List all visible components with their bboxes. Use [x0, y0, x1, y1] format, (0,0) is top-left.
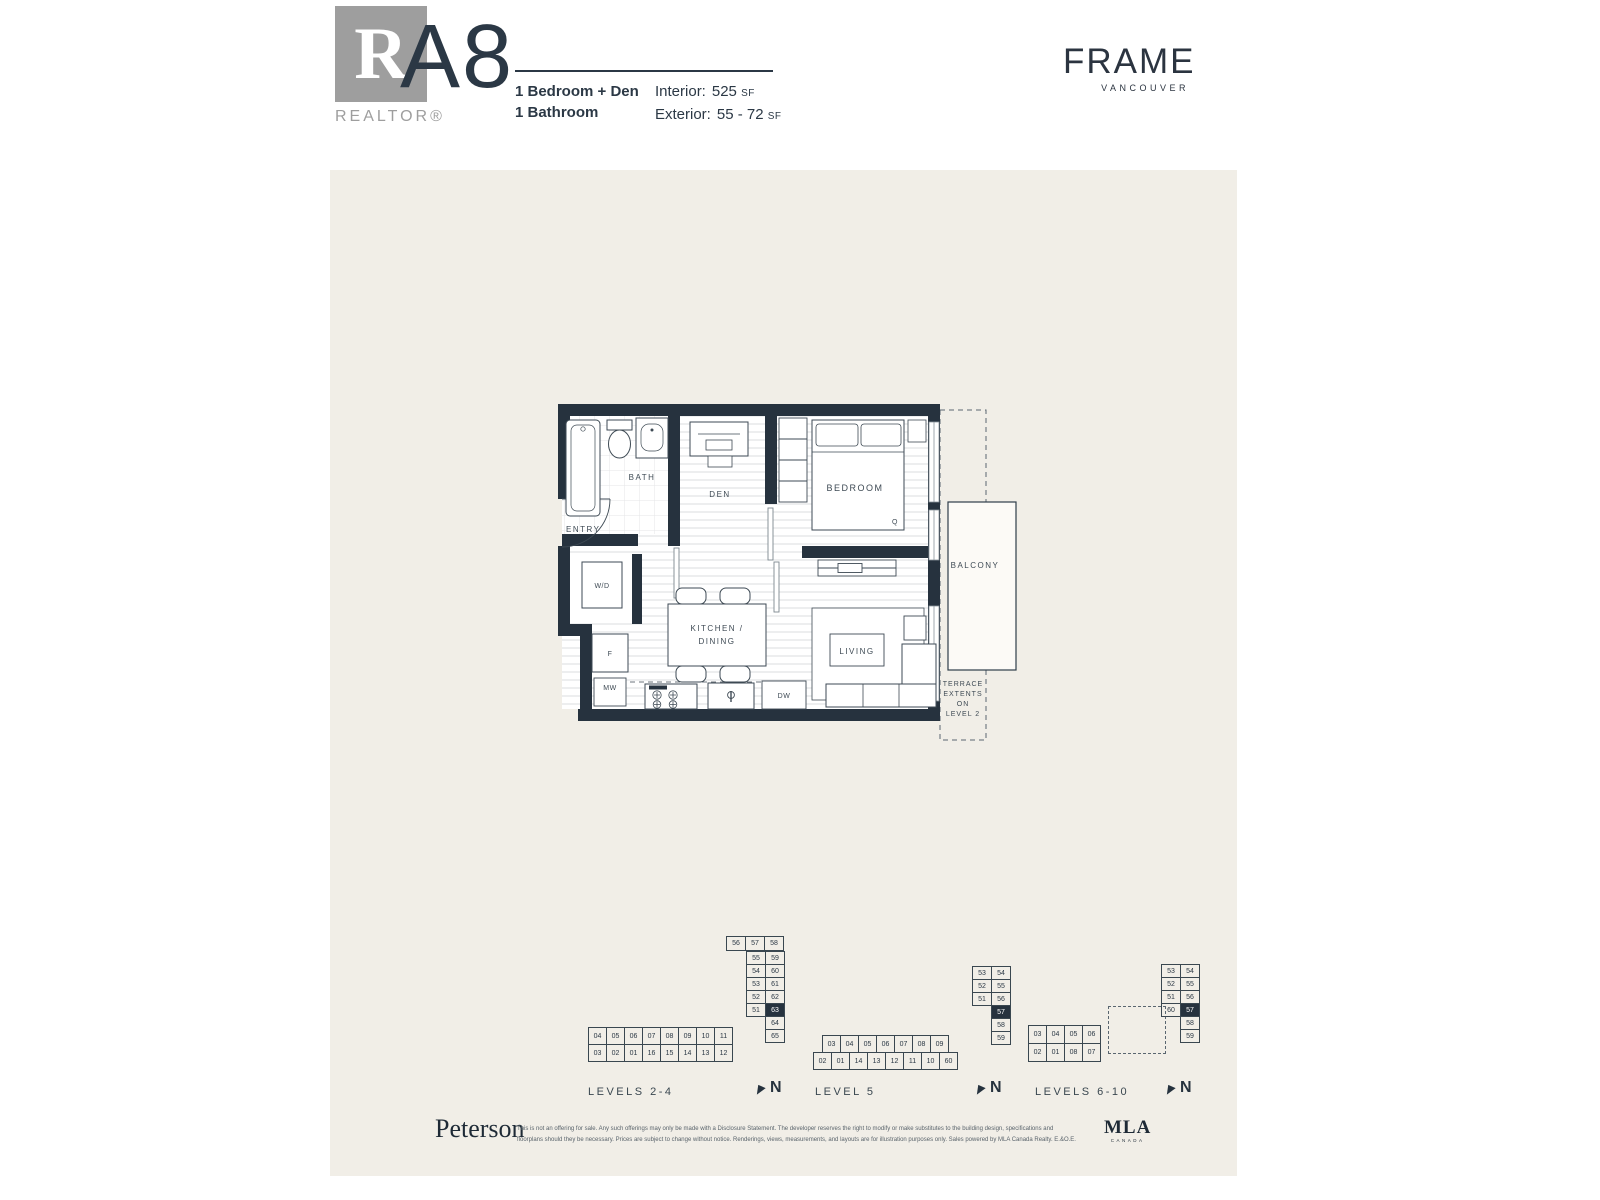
realtor-logo-word: REALTOR® — [335, 108, 445, 125]
keyplan-unit: 54 — [991, 966, 1011, 980]
keyplan-label-levels-6-10: LEVELS 6-10 — [1035, 1086, 1130, 1098]
svg-text:LEVEL 2: LEVEL 2 — [945, 711, 981, 718]
keyplan-unit: 04 — [840, 1035, 859, 1053]
keyplan-unit: 08 — [660, 1027, 679, 1045]
keyplan-unit: 52 — [972, 979, 992, 993]
keyplan-unit: 06 — [876, 1035, 895, 1053]
keyplan-unit: 11 — [903, 1052, 922, 1070]
keyplan-unit: 15 — [660, 1044, 679, 1062]
header-divider — [515, 70, 773, 72]
keyplan-unit: 60 — [765, 964, 785, 978]
keyplan-unit: 02 — [1028, 1043, 1047, 1062]
keyplan-unit: 05 — [606, 1027, 625, 1045]
terrace-note — [943, 681, 983, 718]
keyplan-left-block — [1028, 1025, 1101, 1062]
keyplan-unit: 05 — [858, 1035, 877, 1053]
den-label: DEN — [709, 490, 731, 499]
keyplan-unit: 52 — [1161, 977, 1181, 991]
bathtub — [566, 420, 600, 516]
disclaimer-text — [517, 1124, 1095, 1146]
exterior-spec: Exterior: 55 - 72 SF — [655, 106, 782, 123]
bathroom-spec: 1 Bathroom — [515, 104, 599, 121]
microwave — [594, 678, 626, 706]
fridge-label: F — [607, 651, 613, 658]
keyplan-unit: 08 — [1064, 1043, 1083, 1062]
north-arrow-icon — [975, 1083, 988, 1096]
balcony — [948, 502, 1016, 670]
keyplan-levels-6-10 — [1028, 964, 1200, 1076]
keyplan-unit: 51 — [1161, 990, 1181, 1004]
living-label: LIVING — [839, 647, 875, 656]
keyplan-unit: 03 — [1028, 1025, 1047, 1044]
keyplan-unit: 01 — [1046, 1043, 1065, 1062]
keyplan-unit-highlighted: 57 — [1180, 1003, 1200, 1017]
realtor-logo-letter: R — [354, 13, 408, 95]
keyplan-unit: 56 — [726, 936, 746, 951]
keyplan-unit: 13 — [696, 1044, 715, 1062]
bed-size-label: Q — [892, 519, 898, 526]
keyplan-unit: 12 — [885, 1052, 904, 1070]
kitchen-sink — [708, 683, 754, 709]
keyplan-unit: 14 — [678, 1044, 697, 1062]
keyplan-dashed-connector — [1108, 1006, 1166, 1054]
disclaimer-line-2: floorplans should they be necessary. Prices are subject to change without notice. Renderings, views, measurements, and layouts are for illustration purposes only. Sales powered by MLA Canada Realty. E.&O.E. — [517, 1137, 1076, 1143]
bedroom-spec: 1 Bedroom + Den — [515, 83, 639, 100]
keyplan-unit: 02 — [606, 1044, 625, 1062]
keyplan-unit: 56 — [991, 992, 1011, 1006]
keyplan-unit: 59 — [765, 951, 785, 965]
wd-label: W/D — [594, 583, 610, 590]
unit-number: A8 — [400, 7, 515, 107]
stove — [645, 684, 697, 709]
north-arrow-icon — [755, 1083, 768, 1096]
keyplan-unit: 01 — [831, 1052, 850, 1070]
frame-logo-city: VANCOUVER — [1101, 83, 1189, 93]
keyplan-unit: 07 — [642, 1027, 661, 1045]
keyplan-unit: 55 — [1180, 977, 1200, 991]
bedroom-closet — [779, 418, 807, 502]
interior-spec: Interior: 525 SF — [655, 83, 755, 100]
keyplan-unit: 53 — [746, 977, 766, 991]
keyplan-horizontal-wing — [813, 1035, 958, 1070]
keyplan-unit: 58 — [991, 1018, 1011, 1032]
keyplan-unit: 02 — [813, 1052, 832, 1070]
dishwasher-label: DW — [777, 693, 791, 700]
floor-plan — [550, 396, 1025, 751]
kitchen-label-line2: DINING — [698, 637, 736, 646]
entry-label: ENTRY — [566, 525, 601, 534]
kitchen-island — [668, 604, 766, 666]
north-arrow: N — [1165, 1080, 1192, 1096]
keyplan-unit: 54 — [1180, 964, 1200, 978]
keyplan-unit: 08 — [912, 1035, 931, 1053]
keyplan-unit: 53 — [972, 966, 992, 980]
keyplan-unit-highlighted: 63 — [765, 1003, 785, 1017]
north-arrow: N — [975, 1080, 1002, 1096]
keyplan-unit: 03 — [588, 1044, 607, 1062]
unit-specs-area — [655, 81, 782, 127]
bedroom-label: BEDROOM — [826, 483, 884, 493]
keyplan-unit: 58 — [1180, 1016, 1200, 1030]
peterson-logo: Peterson — [435, 1114, 525, 1143]
keyplan-unit: 06 — [624, 1027, 643, 1045]
unit-specs-rooms — [515, 81, 639, 123]
keyplan-unit: 11 — [714, 1027, 733, 1045]
north-arrow: N — [755, 1080, 782, 1096]
keyplan-unit: 56 — [1180, 990, 1200, 1004]
keyplan-unit: 09 — [930, 1035, 949, 1053]
keyplan-unit: 07 — [894, 1035, 913, 1053]
keyplan-vertical-wing — [726, 936, 785, 1043]
keyplan-unit: 55 — [991, 979, 1011, 993]
mla-logo-subtext: CANADA — [1110, 1138, 1145, 1143]
keyplan-unit: 13 — [867, 1052, 886, 1070]
keyplan-unit: 16 — [642, 1044, 661, 1062]
keyplan-unit: 01 — [624, 1044, 643, 1062]
keyplan-unit-highlighted: 57 — [991, 1005, 1011, 1019]
keyplan-unit: 59 — [991, 1031, 1011, 1045]
keyplan-unit: 64 — [765, 1016, 785, 1030]
tv-console — [818, 560, 896, 576]
keyplan-unit: 60 — [1161, 1003, 1181, 1017]
keyplan-unit: 55 — [746, 951, 766, 965]
keyplan-unit: 54 — [746, 964, 766, 978]
frame-logo — [1063, 42, 1196, 93]
keyplan-unit: 04 — [1046, 1025, 1065, 1044]
svg-text:TERRACE: TERRACE — [942, 681, 984, 688]
keyplan-unit: 62 — [765, 990, 785, 1004]
keyplan-unit: 06 — [1082, 1025, 1101, 1044]
bath-label: BATH — [628, 473, 656, 482]
keyplan-unit: 51 — [746, 1003, 766, 1017]
keyplan-unit: 12 — [714, 1044, 733, 1062]
mla-logo-name: MLA — [1104, 1117, 1152, 1138]
frame-logo-name: FRAME — [1063, 42, 1196, 81]
keyplan-unit: 09 — [678, 1027, 697, 1045]
keyplan-label-level-5: LEVEL 5 — [815, 1086, 876, 1098]
mla-logo — [1104, 1118, 1151, 1143]
keyplan-unit: 03 — [822, 1035, 841, 1053]
disclaimer-line-1: This is not an offering for sale. Any such offerings may only be made with a Disclosure Statement. The developer reserves the right to modify or make substitutes to the building design, specifications and — [517, 1126, 1054, 1132]
svg-text:ON: ON — [956, 701, 970, 708]
keyplan-unit: 59 — [1180, 1029, 1200, 1043]
living-label-box — [830, 634, 884, 666]
north-arrow-icon — [1165, 1083, 1178, 1096]
keyplan-label-levels-2-4: LEVELS 2-4 — [588, 1086, 674, 1098]
svg-text:EXTENTS: EXTENTS — [943, 691, 983, 698]
keyplan-unit: 52 — [746, 990, 766, 1004]
keyplan-level-5 — [813, 966, 1011, 1078]
keyplan-unit: 57 — [745, 936, 765, 951]
keyplan-horizontal-wing — [588, 1027, 733, 1062]
keyplan-unit: 10 — [921, 1052, 940, 1070]
keyplan-unit: 14 — [849, 1052, 868, 1070]
keyplan-unit: 53 — [1161, 964, 1181, 978]
keyplan-unit: 65 — [765, 1029, 785, 1043]
bath-sink — [636, 418, 668, 458]
keyplan-unit: 51 — [972, 992, 992, 1006]
keyplan-levels-2-4 — [588, 936, 793, 1078]
microwave-label: MW — [603, 685, 617, 692]
keyplan-unit: 58 — [764, 936, 784, 951]
keyplan-unit: 04 — [588, 1027, 607, 1045]
keyplan-vertical-wing — [972, 966, 1011, 1045]
keyplan-unit: 05 — [1064, 1025, 1083, 1044]
kitchen-label-line1: KITCHEN / — [690, 624, 744, 633]
side-table — [904, 616, 926, 640]
keyplan-unit: 07 — [1082, 1043, 1101, 1062]
keyplan-unit: 60 — [939, 1052, 958, 1070]
toilet — [607, 420, 632, 458]
keyplan-unit: 10 — [696, 1027, 715, 1045]
keyplan-right-block — [1161, 964, 1200, 1043]
balcony-label: BALCONY — [950, 561, 1000, 570]
keyplan-unit: 61 — [765, 977, 785, 991]
